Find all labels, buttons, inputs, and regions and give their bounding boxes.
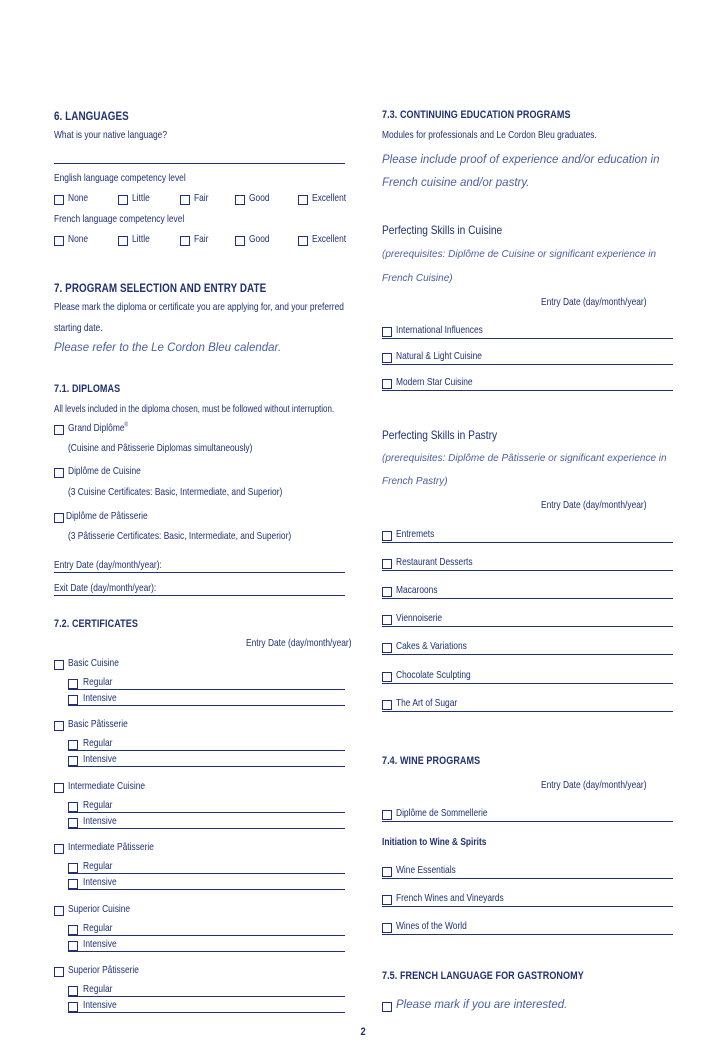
proof-note-line1: Please include proof of experience and/or education in [382, 154, 660, 166]
french-level-fair-checkbox[interactable] [180, 236, 190, 246]
french-language-interest: Please mark if you are interested. [396, 999, 568, 1011]
program-heading: 7. PROGRAM SELECTION AND ENTRY DATE [54, 281, 267, 295]
cuisine-international-influences-label: International Influences [396, 324, 483, 336]
cert-basic-p-tisserie-checkbox[interactable] [54, 721, 64, 731]
pastry-cakes-variations-label: Cakes & Variations [396, 640, 467, 652]
wine-french-wines-and-vineyards-checkbox[interactable] [382, 895, 392, 905]
diplome-patisserie-label: Diplôme de Pâtisserie [66, 510, 148, 522]
cert-basic-cuisine-intensive-checkbox[interactable] [68, 695, 78, 705]
french-level-good-checkbox[interactable] [235, 236, 245, 246]
pastry-entremets-date-field[interactable] [382, 542, 673, 543]
pastry-macaroons-checkbox[interactable] [382, 587, 392, 597]
cert-basic-p-tisserie-regular-label: Regular [83, 737, 113, 749]
cert-basic-p-tisserie-intensive-label: Intensive [83, 753, 117, 765]
pastry-cakes-variations-checkbox[interactable] [382, 643, 392, 653]
cert-basic-cuisine-checkbox[interactable] [54, 660, 64, 670]
continuing-heading: 7.3. CONTINUING EDUCATION PROGRAMS [382, 109, 571, 121]
cert-basic-cuisine-label: Basic Cuisine [68, 657, 119, 669]
cert-intermediate-p-tisserie-checkbox[interactable] [54, 844, 64, 854]
cert-superior-cuisine-label: Superior Cuisine [68, 903, 131, 915]
cert-superior-p-tisserie-intensive-date-field[interactable] [68, 1012, 345, 1013]
cert-superior-p-tisserie-intensive-label: Intensive [83, 999, 117, 1011]
pastry-entremets-checkbox[interactable] [382, 531, 392, 541]
french-level-good-label: Good [249, 233, 270, 245]
french-language-checkbox[interactable] [382, 1002, 392, 1012]
sommellerie-checkbox[interactable] [382, 810, 392, 820]
cert-superior-cuisine-regular-date-field[interactable] [68, 935, 345, 936]
cert-basic-cuisine-regular-checkbox[interactable] [68, 679, 78, 689]
cert-superior-cuisine-regular-checkbox[interactable] [68, 925, 78, 935]
cert-superior-p-tisserie-label: Superior Pâtisserie [68, 964, 139, 976]
french-level-label: French language competency level [54, 213, 185, 225]
cert-superior-p-tisserie-intensive-checkbox[interactable] [68, 1002, 78, 1012]
calendar-note: Please refer to the Le Cordon Bleu calendar. [54, 342, 282, 354]
cert-intermediate-cuisine-intensive-label: Intensive [83, 815, 117, 827]
wine-heading: 7.4. WINE PROGRAMS [382, 755, 481, 767]
cert-intermediate-cuisine-intensive-checkbox[interactable] [68, 818, 78, 828]
cert-superior-cuisine-intensive-checkbox[interactable] [68, 941, 78, 951]
pastry-entry-date-header: Entry Date (day/month/year) [541, 499, 647, 511]
certificates-heading: 7.2. CERTIFICATES [54, 618, 138, 630]
native-language-field[interactable] [54, 163, 345, 164]
cert-superior-cuisine-regular-label: Regular [83, 922, 113, 934]
diplome-cuisine-label: Diplôme de Cuisine [68, 465, 141, 477]
wine-wine-essentials-label: Wine Essentials [396, 864, 456, 876]
cert-superior-p-tisserie-checkbox[interactable] [54, 967, 64, 977]
cert-intermediate-cuisine-regular-date-field[interactable] [68, 812, 345, 813]
english-level-little-checkbox[interactable] [118, 195, 128, 205]
wine-entry-date-header: Entry Date (day/month/year) [541, 779, 647, 791]
diplomas-note: All levels included in the diploma chosen, must be followed without interruption. [54, 404, 335, 415]
cuisine-natural-light-cuisine-label: Natural & Light Cuisine [396, 350, 482, 362]
pastry-viennoiserie-checkbox[interactable] [382, 615, 392, 625]
cert-superior-p-tisserie-regular-date-field[interactable] [68, 996, 345, 997]
english-level-little-label: Little [132, 192, 150, 204]
diplome-patisserie-checkbox[interactable] [54, 513, 64, 523]
cert-basic-cuisine-intensive-label: Intensive [83, 692, 117, 704]
pastry-prereq-line1: (prerequisites: Diplôme de Pâtisserie or significant experience in [382, 453, 667, 464]
cert-intermediate-p-tisserie-regular-label: Regular [83, 860, 113, 872]
english-level-excellent-label: Excellent [312, 192, 347, 204]
pastry-the-art-of-sugar-label: The Art of Sugar [396, 697, 458, 709]
cert-intermediate-p-tisserie-label: Intermediate Pâtisserie [68, 841, 154, 853]
wine-french-wines-and-vineyards-label: French Wines and Vineyards [396, 892, 504, 904]
sommellerie-label: Diplôme de Sommellerie [396, 807, 488, 819]
cuisine-modern-star-cuisine-label: Modern Star Cuisine [396, 376, 473, 388]
french-level-fair-label: Fair [194, 233, 209, 245]
cert-superior-p-tisserie-regular-label: Regular [83, 983, 113, 995]
french-level-excellent-checkbox[interactable] [298, 236, 308, 246]
cuisine-modern-star-cuisine-checkbox[interactable] [382, 379, 392, 389]
pastry-restaurant-desserts-checkbox[interactable] [382, 559, 392, 569]
cuisine-international-influences-checkbox[interactable] [382, 327, 392, 337]
english-level-fair-label: Fair [194, 192, 209, 204]
cuisine-natural-light-cuisine-checkbox[interactable] [382, 353, 392, 363]
diplome-cuisine-description: (3 Cuisine Certificates: Basic, Intermediate, and Superior) [68, 486, 283, 498]
continuing-subtitle: Modules for professionals and Le Cordon Bleu graduates. [382, 129, 597, 141]
cert-basic-p-tisserie-regular-date-field[interactable] [68, 750, 345, 751]
cert-superior-cuisine-intensive-label: Intensive [83, 938, 117, 950]
pastry-skills-title: Perfecting Skills in Pastry [382, 428, 498, 442]
french-level-little-checkbox[interactable] [118, 236, 128, 246]
cert-superior-p-tisserie-regular-checkbox[interactable] [68, 986, 78, 996]
english-level-good-label: Good [249, 192, 270, 204]
sommellerie-date-field[interactable] [382, 821, 673, 822]
cert-intermediate-p-tisserie-intensive-date-field[interactable] [68, 889, 345, 890]
pastry-macaroons-date-field[interactable] [382, 598, 673, 599]
diploma-entry-date-field[interactable] [54, 572, 345, 573]
pastry-entremets-label: Entremets [396, 528, 435, 540]
wine-wine-essentials-date-field[interactable] [382, 878, 673, 879]
pastry-restaurant-desserts-label: Restaurant Desserts [396, 556, 473, 568]
cuisine-entry-date-header: Entry Date (day/month/year) [541, 296, 647, 308]
cuisine-international-influences-date-field[interactable] [382, 338, 673, 339]
french-level-none-checkbox[interactable] [54, 236, 64, 246]
cert-intermediate-cuisine-label: Intermediate Cuisine [68, 780, 146, 792]
cert-basic-cuisine-regular-label: Regular [83, 676, 113, 688]
cert-intermediate-p-tisserie-intensive-label: Intensive [83, 876, 117, 888]
cuisine-skills-title: Perfecting Skills in Cuisine [382, 223, 503, 237]
wine-wines-of-the-world-label: Wines of the World [396, 920, 467, 932]
diploma-entry-date-label: Entry Date (day/month/year): [54, 559, 162, 571]
page-number: 2 [360, 1026, 366, 1038]
native-language-question: What is your native language? [54, 129, 168, 141]
cert-superior-cuisine-intensive-date-field[interactable] [68, 951, 345, 952]
french-language-heading: 7.5. FRENCH LANGUAGE FOR GASTRONOMY [382, 970, 584, 982]
proof-note-line2: French cuisine and/or pastry. [382, 177, 530, 189]
pastry-prereq-line2: French Pastry) [382, 476, 448, 487]
english-level-fair-checkbox[interactable] [180, 195, 190, 205]
english-level-label: English language competency level [54, 172, 186, 184]
french-level-little-label: Little [132, 233, 150, 245]
cert-basic-p-tisserie-intensive-checkbox[interactable] [68, 756, 78, 766]
pastry-chocolate-sculpting-checkbox[interactable] [382, 672, 392, 682]
cert-basic-cuisine-regular-date-field[interactable] [68, 689, 345, 690]
diploma-exit-date-field[interactable] [54, 595, 345, 596]
cert-intermediate-p-tisserie-intensive-checkbox[interactable] [68, 879, 78, 889]
english-level-none-label: None [68, 192, 89, 204]
languages-heading: 6. LANGUAGES [54, 109, 129, 123]
pastry-chocolate-sculpting-label: Chocolate Sculpting [396, 669, 471, 681]
wine-french-wines-and-vineyards-date-field[interactable] [382, 906, 673, 907]
french-level-none-label: None [68, 233, 89, 245]
grand-diplome-label: Grand Diplôme® [68, 422, 129, 434]
cuisine-prereq-line2: French Cuisine) [382, 273, 453, 284]
french-level-excellent-label: Excellent [312, 233, 347, 245]
english-level-none-checkbox[interactable] [54, 195, 64, 205]
cert-intermediate-cuisine-intensive-date-field[interactable] [68, 828, 345, 829]
diplomas-heading: 7.1. DIPLOMAS [54, 383, 121, 395]
cert-intermediate-p-tisserie-regular-checkbox[interactable] [68, 863, 78, 873]
cuisine-prereq-line1: (prerequisites: Diplôme de Cuisine or significant experience in [382, 249, 657, 260]
cert-intermediate-cuisine-regular-label: Regular [83, 799, 113, 811]
program-instruction-line1: Please mark the diploma or certificate you are applying for, and your preferred [54, 301, 344, 313]
cert-basic-p-tisserie-regular-checkbox[interactable] [68, 740, 78, 750]
pastry-the-art-of-sugar-checkbox[interactable] [382, 700, 392, 710]
diplome-patisserie-description: (3 Pâtisserie Certificates: Basic, Intermediate, and Superior) [68, 530, 292, 542]
cuisine-modern-star-cuisine-date-field[interactable] [382, 390, 673, 391]
diploma-exit-date-label: Exit Date (day/month/year): [54, 582, 157, 594]
grand-diplome-checkbox[interactable] [54, 425, 64, 435]
pastry-viennoiserie-date-field[interactable] [382, 626, 673, 627]
english-level-excellent-checkbox[interactable] [298, 195, 308, 205]
pastry-chocolate-sculpting-date-field[interactable] [382, 683, 673, 684]
wine-wines-of-the-world-date-field[interactable] [382, 934, 673, 935]
cert-basic-p-tisserie-intensive-date-field[interactable] [68, 766, 345, 767]
pastry-the-art-of-sugar-date-field[interactable] [382, 711, 673, 712]
cert-intermediate-cuisine-regular-checkbox[interactable] [68, 802, 78, 812]
diplome-cuisine-checkbox[interactable] [54, 468, 64, 478]
program-instruction-line2: starting date. [54, 322, 103, 334]
pastry-restaurant-desserts-date-field[interactable] [382, 570, 673, 571]
cert-superior-cuisine-checkbox[interactable] [54, 906, 64, 916]
cert-basic-cuisine-intensive-date-field[interactable] [68, 705, 345, 706]
wine-wine-essentials-checkbox[interactable] [382, 867, 392, 877]
initiation-title: Initiation to Wine & Spirits [382, 836, 487, 848]
pastry-macaroons-label: Macaroons [396, 584, 438, 596]
grand-diplome-description: (Cuisine and Pâtisserie Diplomas simultaneously) [68, 442, 253, 454]
pastry-cakes-variations-date-field[interactable] [382, 654, 673, 655]
cert-basic-p-tisserie-label: Basic Pâtisserie [68, 718, 128, 730]
cuisine-natural-light-cuisine-date-field[interactable] [382, 364, 673, 365]
cert-intermediate-cuisine-checkbox[interactable] [54, 783, 64, 793]
english-level-good-checkbox[interactable] [235, 195, 245, 205]
cert-intermediate-p-tisserie-regular-date-field[interactable] [68, 873, 345, 874]
pastry-viennoiserie-label: Viennoiserie [396, 612, 443, 624]
certificates-entry-date-header: Entry Date (day/month/year) [246, 637, 352, 649]
wine-wines-of-the-world-checkbox[interactable] [382, 923, 392, 933]
